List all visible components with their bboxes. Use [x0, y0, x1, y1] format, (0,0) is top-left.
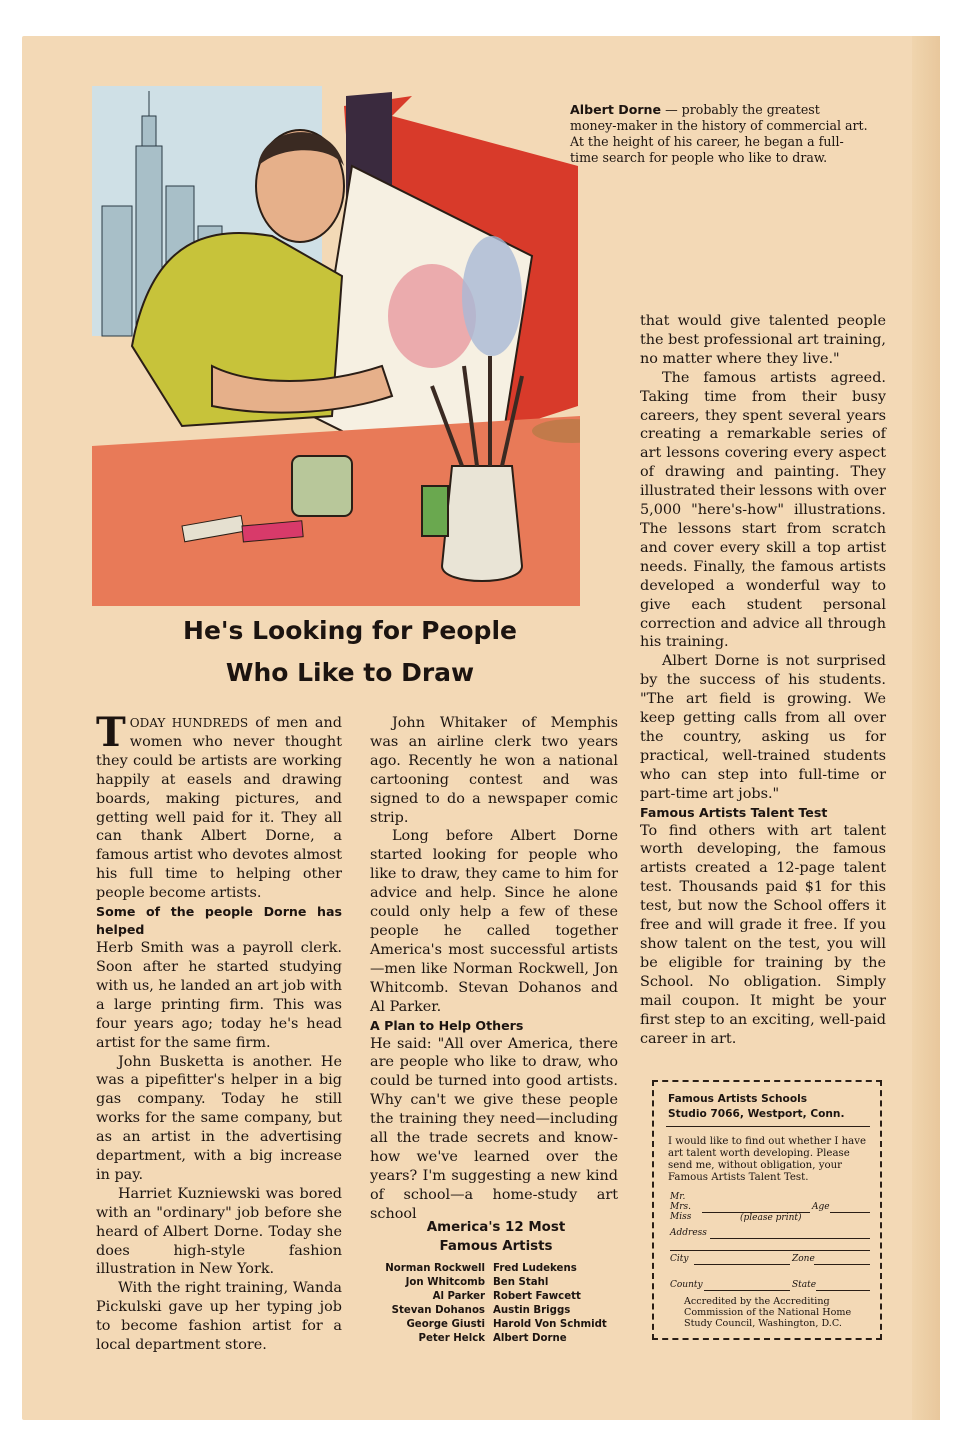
field-hint-please-print: (please print)	[740, 1213, 802, 1223]
field-label-county: County	[670, 1280, 703, 1290]
paragraph: Harriet Kuzniewski was bored with an "ordinary" job before she heard of Albert Dorne. Today she does high-style fashion illustration in New York.	[96, 1185, 342, 1278]
subhead: Some of the people Dorne has helped	[96, 904, 342, 938]
table-row	[381, 1332, 611, 1346]
artist-name: Austin Briggs	[493, 1305, 571, 1316]
accreditation-note: Accredited by the Accrediting Commission of the National Home Study Council, Washington, D.C.	[684, 1296, 852, 1329]
list-title: Famous Artists	[439, 1239, 553, 1254]
article-column-1	[96, 709, 342, 1355]
table-row	[381, 1262, 611, 1276]
caption-name: Albert Dorne	[570, 102, 662, 117]
state-field[interactable]	[816, 1290, 870, 1291]
zone-field[interactable]	[814, 1264, 870, 1265]
subhead: Famous Artists Talent Test	[640, 804, 828, 820]
artist-name: Fred Ludekens	[493, 1263, 577, 1274]
artist-name: Ben Stahl	[493, 1277, 549, 1288]
address-field-line-2[interactable]	[670, 1250, 870, 1251]
table-row	[381, 1276, 611, 1290]
field-label-zone: Zone	[792, 1254, 815, 1264]
artist-name: Norman Rockwell	[385, 1263, 486, 1274]
field-label-age: Age	[812, 1202, 830, 1212]
field-label-mrs: Mrs.	[670, 1202, 691, 1212]
coupon-school-name: Famous Artists Schools	[668, 1093, 808, 1105]
article-column-3	[640, 312, 886, 1048]
headline-line-1: He's Looking for People	[183, 616, 517, 645]
caption-text: — probably the greatest money-maker in the history of commercial art. At the height of his career, he began a full-time search for people who like to draw.	[570, 102, 868, 165]
headline-line-2: Who Like to Draw	[225, 658, 475, 687]
paragraph: Albert Dorne is not surprised by the success of his students. "The art field is growing. We keep getting calls from all over the country, asking us for practical, well-trained students who can step into full-time or part-time art jobs."	[640, 653, 886, 802]
opening-smallcaps: ODAY HUNDREDS	[129, 716, 249, 730]
field-label-miss: Miss	[670, 1212, 692, 1222]
age-field[interactable]	[830, 1212, 870, 1213]
headline	[100, 610, 600, 694]
artist-name: Robert Fawcett	[493, 1291, 581, 1302]
paragraph: John Busketta is another. He was a pipefitter's helper in a big gas company. Today he still works for the same company, but as an artist in the advertising department, with a big increase in pay.	[96, 1053, 342, 1183]
artist-name: Albert Dorne	[493, 1333, 567, 1344]
paragraph: To find others with art talent worth developing, the famous artists created a 12-page talent test. Thousands paid $1 for this test, but now the School offers it free and will grade it free. If you show talent on the test, you will be eligible for training by the School. No obligation. Simply mail coupon. It might be your first step to an exciting, well-paid career in art.	[640, 822, 886, 1047]
field-label-mr: Mr.	[670, 1192, 686, 1202]
table-row	[381, 1318, 611, 1332]
paragraph: that would give talented people the best professional art training, no matter where they live."	[640, 313, 886, 367]
table-row	[381, 1290, 611, 1304]
artist-at-easel-illustration	[92, 86, 580, 606]
paragraph: of men and women who never thought they could be artists are working happily at easels and drawing boards, making pictures, and getting well paid for it. They all can thank Albert Dorne, a famous artist who devotes almost his full time to helping other people become artists.	[96, 715, 342, 902]
table-row	[381, 1304, 611, 1318]
artist-name: Jon Whitcomb	[405, 1277, 486, 1288]
drop-cap: T	[96, 709, 126, 756]
illustration-caption	[570, 102, 870, 166]
divider	[666, 1126, 870, 1127]
artist-name: George Giusti	[406, 1319, 486, 1330]
artist-name: Harold Von Schmidt	[493, 1319, 607, 1330]
paragraph: Long before Albert Dorne started looking for people who like to draw, they came to him for advice and help. Since he alone could only help a few of these people he called together America's most successful artists —men like Norman Rockwell, Jon Whitcomb. Stevan Dohanos and Al Parker.	[370, 828, 618, 1015]
list-title: America's 12 Most	[426, 1220, 566, 1235]
artist-name: Stevan Dohanos	[391, 1305, 486, 1316]
county-field[interactable]	[704, 1290, 790, 1291]
paragraph: He said: "All over America, there are people who like to draw, who could be turned into good artists. Why can't we give these people the training they need—including all the trade secrets and know-how we've learned over the years? I'm suggesting a new kind of school—a home-study art school	[370, 1035, 618, 1222]
artist-name: Al Parker	[432, 1291, 486, 1302]
artists-table	[381, 1262, 611, 1346]
city-field[interactable]	[694, 1264, 790, 1265]
paragraph: Herb Smith was a payroll clerk. Soon after he started studying with us, he landed an art job with a large printing firm. This was four years ago; today he's head artist for the same firm.	[96, 940, 342, 1051]
article-column-2	[370, 714, 618, 1224]
subhead: A Plan to Help Others	[370, 1017, 524, 1033]
field-label-state: State	[792, 1280, 817, 1290]
coupon-address: Studio 7066, Westport, Conn.	[668, 1108, 845, 1120]
paragraph: The famous artists agreed. Taking time from their busy careers, they spent several years creating a remarkable series of art lessons covering every aspect of drawing and painting. They illustrated their lessons with over 5,000 "here's-how" illustrations. The lessons start from scratch and cover every skill a top artist needs. Finally, the famous artists developed a wonderful way to give each student personal correction and advice all through his training.	[640, 369, 886, 651]
paragraph: John Whitaker of Memphis was an airline clerk two years ago. Recently he won a national cartooning contest and was signed to do a newspaper comic strip.	[370, 715, 618, 826]
address-field[interactable]	[710, 1238, 870, 1239]
coupon-body: I would like to find out whether I have art talent worth developing. Please send me, without obligation, your Famous Artists Talent Test.	[668, 1136, 867, 1183]
famous-artists-list	[372, 1218, 620, 1346]
field-label-address: Address	[670, 1228, 707, 1238]
paragraph: With the right training, Wanda Pickulski gave up her typing job to become fashion artist for a local department store.	[96, 1280, 342, 1354]
artist-name: Peter Helck	[418, 1333, 486, 1344]
mail-in-coupon[interactable]	[652, 1080, 882, 1340]
field-label-city: City	[670, 1254, 689, 1264]
page-edge	[912, 36, 940, 1420]
